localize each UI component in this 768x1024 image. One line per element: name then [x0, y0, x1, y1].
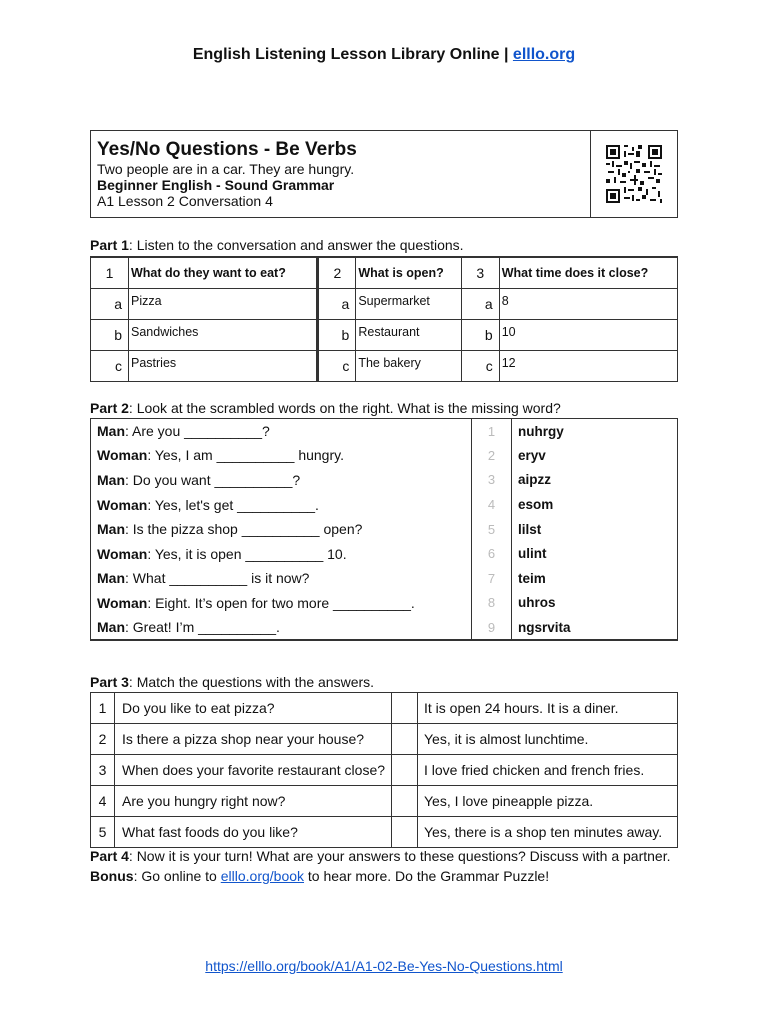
dialogue-line	[91, 492, 472, 517]
dialogue-line	[91, 541, 472, 566]
match-number: 2	[91, 724, 115, 755]
bonus-post: to hear more. Do the Grammar Puzzle!	[304, 868, 550, 884]
dialogue-line	[91, 566, 472, 591]
option-text: Pastries	[129, 350, 318, 381]
line-text: : Yes, I am __________ hungry.	[147, 447, 344, 464]
match-answer: Yes, there is a shop ten minutes away.	[418, 817, 678, 848]
part2-instruction	[90, 400, 561, 416]
speaker: Woman	[97, 447, 148, 464]
bonus-pre: : Go online to	[133, 868, 221, 884]
part1-table	[90, 256, 678, 382]
option-text: The bakery	[356, 350, 461, 381]
line-text: : Is the pizza shop __________ open?	[125, 521, 363, 538]
match-number: 4	[91, 786, 115, 817]
header-text: English Listening Lesson Library Online |	[192, 46, 513, 63]
lesson-subtitle: Two people are in a car. They are hungry.	[97, 161, 355, 177]
option-text: Supermarket	[356, 288, 461, 319]
scrambled-word: esom	[512, 492, 678, 517]
lesson-level: Beginner English - Sound Grammar	[97, 177, 335, 193]
dialogue-line	[91, 517, 472, 542]
scrambled-word: lilst	[512, 517, 678, 542]
part1-text: : Listen to the conversation and answer the questions.	[128, 237, 464, 253]
part2-label: Part 2	[90, 400, 129, 416]
speaker: Man	[97, 570, 125, 587]
match-question: Do you like to eat pizza?	[115, 693, 392, 724]
scrambled-word: aipzz	[512, 468, 678, 493]
scramble-number: 8	[472, 591, 512, 616]
dialogue-line	[91, 468, 472, 493]
part2-table	[90, 418, 678, 641]
match-question: When does your favorite restaurant close?	[115, 755, 392, 786]
speaker: Woman	[97, 496, 148, 513]
option-letter: a	[91, 288, 129, 319]
table-row	[91, 591, 678, 616]
header-link[interactable]: elllo.org	[512, 46, 576, 63]
qr-code-cell	[590, 131, 677, 217]
part4-text: : Now it is your turn! What are your answers to these questions? Discuss with a partner.	[128, 848, 671, 864]
match-answer: Yes, I love pineapple pizza.	[418, 786, 678, 817]
speaker: Man	[97, 521, 125, 538]
match-number: 1	[91, 693, 115, 724]
scramble-number: 4	[472, 492, 512, 517]
speaker: Man	[97, 619, 125, 636]
scrambled-word: nuhrgy	[512, 419, 678, 444]
option-letter: c	[91, 350, 129, 381]
scramble-number: 1	[472, 419, 512, 444]
q2-text: What is open?	[356, 257, 461, 288]
speaker: Woman	[97, 594, 148, 611]
match-number: 3	[91, 755, 115, 786]
scrambled-word: eryv	[512, 443, 678, 468]
table-row	[91, 786, 678, 817]
match-question: Are you hungry right now?	[115, 786, 392, 817]
lesson-number: A1 Lesson 2 Conversation 4	[97, 193, 273, 209]
part2-text: : Look at the scrambled words on the right. What is the missing word?	[128, 400, 561, 416]
match-answer: I love fried chicken and french fries.	[418, 755, 678, 786]
q1-number: 1	[91, 257, 129, 288]
q2-number: 2	[318, 257, 356, 288]
scrambled-word: teim	[512, 566, 678, 591]
table-row	[91, 443, 678, 468]
line-text: : Eight. It’s open for two more __________.	[147, 594, 415, 611]
option-letter: b	[318, 319, 356, 350]
option-letter: a	[461, 288, 499, 319]
part3-text: : Match the questions with the answers.	[128, 674, 375, 690]
scrambled-word: uhros	[512, 591, 678, 616]
footer-url-link[interactable]: https://elllo.org/book/A1/A1-02-Be-Yes-No-Questions.html	[205, 958, 563, 974]
scramble-number: 3	[472, 468, 512, 493]
qr-code-icon	[606, 145, 662, 203]
option-text: 8	[499, 288, 677, 319]
part1-instruction	[90, 237, 464, 253]
match-answer-blank[interactable]	[392, 786, 418, 817]
table-row	[91, 350, 678, 381]
dialogue-line	[91, 591, 472, 616]
match-question: What fast foods do you like?	[115, 817, 392, 848]
option-letter: b	[461, 319, 499, 350]
line-text: : Do you want __________?	[125, 471, 301, 488]
table-row	[91, 257, 678, 288]
option-text: 10	[499, 319, 677, 350]
speaker: Woman	[97, 545, 148, 562]
line-text: : Yes, let's get __________.	[147, 496, 319, 513]
line-text: : What __________ is it now?	[125, 570, 310, 587]
q1-text: What do they want to eat?	[129, 257, 318, 288]
dialogue-line	[91, 443, 472, 468]
scramble-number: 7	[472, 566, 512, 591]
option-letter: c	[461, 350, 499, 381]
table-row	[91, 755, 678, 786]
table-row	[91, 319, 678, 350]
table-row	[91, 468, 678, 493]
bonus-link[interactable]: elllo.org/book	[220, 868, 305, 884]
option-letter: a	[318, 288, 356, 319]
table-row	[91, 541, 678, 566]
speaker: Man	[97, 471, 125, 488]
table-row	[91, 817, 678, 848]
match-answer-blank[interactable]	[392, 755, 418, 786]
table-row	[91, 492, 678, 517]
table-row	[91, 517, 678, 542]
title-box	[90, 130, 678, 218]
lesson-title: Yes/No Questions - Be Verbs	[97, 139, 357, 160]
scramble-number: 5	[472, 517, 512, 542]
page-header	[0, 46, 768, 64]
table-row	[91, 724, 678, 755]
part4-label: Part 4	[90, 848, 129, 864]
scramble-number: 2	[472, 443, 512, 468]
option-text: Pizza	[129, 288, 318, 319]
scrambled-word: ulint	[512, 541, 678, 566]
bonus-label: Bonus	[90, 868, 134, 884]
table-row	[91, 419, 678, 444]
match-answer: It is open 24 hours. It is a diner.	[418, 693, 678, 724]
table-row	[91, 566, 678, 591]
match-answer: Yes, it is almost lunchtime.	[418, 724, 678, 755]
speaker: Man	[97, 423, 125, 440]
part1-label: Part 1	[90, 237, 129, 253]
line-text: : Yes, it is open __________ 10.	[147, 545, 347, 562]
option-text: Sandwiches	[129, 319, 318, 350]
q3-text: What time does it close?	[499, 257, 677, 288]
dialogue-line	[91, 615, 472, 640]
footer	[0, 958, 768, 974]
part4-instruction	[90, 848, 671, 864]
line-text: : Great! I’m __________.	[125, 619, 280, 636]
option-text: 12	[499, 350, 677, 381]
match-answer-blank[interactable]	[392, 693, 418, 724]
q3-number: 3	[461, 257, 499, 288]
match-question: Is there a pizza shop near your house?	[115, 724, 392, 755]
bonus-line	[90, 868, 549, 884]
match-answer-blank[interactable]	[392, 817, 418, 848]
table-row	[91, 693, 678, 724]
match-number: 5	[91, 817, 115, 848]
line-text: : Are you __________?	[125, 423, 270, 440]
dialogue-line	[91, 419, 472, 444]
part3-label: Part 3	[90, 674, 129, 690]
part3-table	[90, 692, 678, 848]
scrambled-word: ngsrvita	[512, 615, 678, 640]
match-answer-blank[interactable]	[392, 724, 418, 755]
table-row	[91, 288, 678, 319]
option-letter: b	[91, 319, 129, 350]
part3-instruction	[90, 674, 374, 690]
scramble-number: 6	[472, 541, 512, 566]
table-row	[91, 615, 678, 640]
option-letter: c	[318, 350, 356, 381]
scramble-number: 9	[472, 615, 512, 640]
option-text: Restaurant	[356, 319, 461, 350]
